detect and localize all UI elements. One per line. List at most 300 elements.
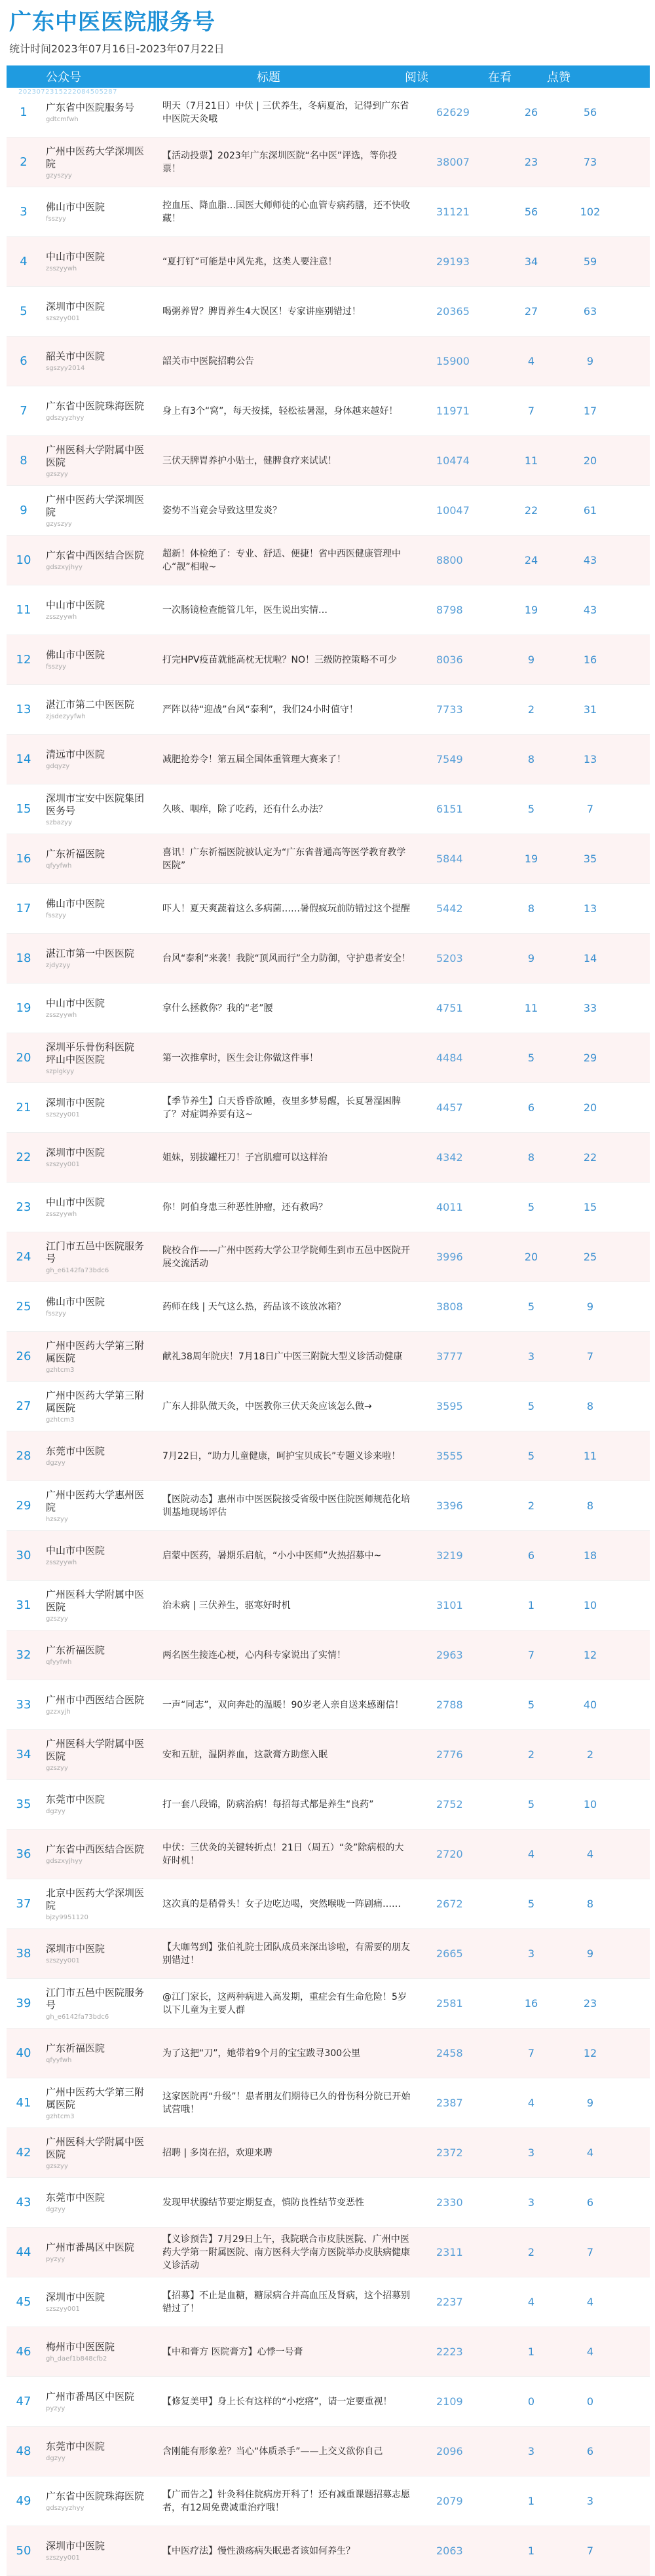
watching-count: 5 — [527, 803, 535, 815]
account-name[interactable]: 江门市五邑中医院服务号 — [46, 1240, 145, 1264]
read-count: 4751 — [436, 1002, 463, 1014]
account-name[interactable]: 深圳市宝安中医院集团医务号 — [46, 792, 145, 817]
account-name[interactable]: 广东祈福医院 — [46, 1644, 105, 1656]
account-name[interactable]: 佛山市中医院 — [46, 1296, 105, 1308]
table-row[interactable] — [7, 486, 650, 536]
account-id: gh_daef1b848cfb2 — [46, 2355, 107, 2363]
table-row[interactable] — [7, 685, 650, 735]
account-name[interactable]: 深圳市中医院 — [46, 1943, 105, 1955]
watching-count: 56 — [524, 206, 538, 218]
article-title[interactable]: 控血压、降血脂…国医大师师徒的心血管专病药膳，还不快收藏！ — [162, 200, 410, 224]
article-title[interactable]: 喝粥养胃？脾胃养生4大误区！专家讲座别错过！ — [162, 306, 361, 317]
table-row[interactable] — [7, 1183, 650, 1232]
table-row[interactable] — [7, 2029, 650, 2078]
like-count: 59 — [583, 255, 597, 268]
table-row[interactable] — [7, 1730, 650, 1780]
article-title[interactable]: 启蒙中医药，暑期乐启航，“小小中医师”火热招募中~ — [162, 1550, 382, 1561]
account-id: fsszyy — [46, 1310, 67, 1317]
account-cell — [41, 1794, 144, 1815]
account-id: qfyyfwh — [46, 2057, 72, 2064]
account-id: gdszyyzhyy — [46, 414, 84, 422]
watching-count: 26 — [524, 106, 538, 119]
watching-count: 5 — [527, 1450, 535, 1462]
article-title[interactable]: 【招募】不止是血糖，糖尿病合并高血压及肾病，这个招募别错过了！ — [162, 2290, 410, 2314]
account-name[interactable]: 深圳市中医院 — [46, 2291, 105, 2303]
account-cell — [41, 898, 144, 919]
like-count: 6 — [586, 2445, 594, 2457]
account-name[interactable]: 东莞市中医院 — [46, 1794, 105, 1805]
account-name[interactable]: 广东省中医院珠海医院 — [46, 2490, 145, 2502]
account-name[interactable]: 韶关市中医院 — [46, 350, 105, 362]
account-id: szszyy001 — [46, 1957, 80, 1964]
account-name[interactable]: 广东省中医院珠海医院 — [46, 400, 145, 412]
read-count: 2387 — [436, 2097, 463, 2109]
account-cell — [41, 1389, 144, 1424]
account-id: zsszyywh — [46, 1559, 77, 1566]
article-title[interactable]: 身上有3个“窝”，每天按揉，轻松祛暑湿，身体越来越好！ — [162, 405, 398, 416]
like-count: 10 — [583, 1599, 597, 1611]
article-title[interactable]: 【大咖驾到】张伯礼院士团队成员来深出诊啦，有需要的朋友别错过！ — [162, 1941, 410, 1966]
article-title[interactable]: 第一次推拿时，医生会让你做这件事！ — [162, 1052, 318, 1063]
rank-number: 21 — [16, 1101, 31, 1114]
read-count: 5442 — [436, 902, 463, 915]
article-title[interactable]: 这次真的是稍骨头！女子边吃边喝，突然喉咙一阵剧痛…… — [162, 1898, 401, 1909]
account-cell — [41, 1445, 144, 1467]
article-title[interactable]: 严阵以待“迎战”台风“泰利”，我们24小时值守！ — [162, 704, 358, 715]
table-row[interactable] — [7, 635, 650, 685]
article-title[interactable]: 含刚能有形象差？当心“体质杀手”——上交义欲你自己 — [162, 2446, 383, 2457]
like-count: 61 — [583, 504, 597, 517]
article-title[interactable]: 广东人排队做天灸，中医教你三伏天灸应该怎么做→ — [162, 1401, 372, 1412]
account-name[interactable]: 深圳市中医院 — [46, 1147, 105, 1158]
read-count: 10047 — [436, 504, 470, 517]
account-name[interactable]: 广州中医药大学深圳医院 — [46, 493, 145, 518]
read-count: 5844 — [436, 853, 463, 865]
table-row[interactable] — [7, 337, 650, 386]
watching-count: 9 — [527, 653, 535, 666]
table-row[interactable] — [7, 1830, 650, 1879]
article-title[interactable]: 超新！体检绝了：专业、舒适、便捷！省中西医健康管理中心“靓”相啦~ — [162, 548, 401, 572]
account-name[interactable]: 东莞市中医院 — [46, 1445, 105, 1457]
like-count: 63 — [583, 305, 597, 318]
rank-number: 3 — [20, 205, 28, 219]
table-row[interactable] — [7, 2128, 650, 2178]
table-row[interactable] — [7, 884, 650, 934]
table-row[interactable] — [7, 1929, 650, 1979]
account-cell — [41, 1097, 144, 1118]
watching-count: 24 — [524, 554, 538, 566]
like-count: 12 — [583, 2047, 597, 2059]
read-count: 2237 — [436, 2296, 463, 2308]
article-title[interactable]: 发现甲状腺结节要定期复查，慎防良性结节变恶性 — [162, 2197, 364, 2208]
read-count: 2752 — [436, 1798, 463, 1811]
account-name[interactable]: 广州中医药大学第三附属医院 — [46, 1339, 145, 1364]
watching-count: 9 — [527, 952, 535, 965]
account-name[interactable]: 梅州市中医医院 — [46, 2341, 115, 2353]
like-count: 25 — [583, 1251, 597, 1263]
account-name[interactable]: 佛山市中医院 — [46, 898, 105, 910]
watching-count: 20 — [524, 1251, 538, 1263]
table-row[interactable] — [7, 1680, 650, 1730]
account-cell — [41, 599, 144, 621]
table-row[interactable] — [7, 436, 650, 486]
account-id: zjdyzyy — [46, 962, 71, 969]
article-title[interactable]: 中伏：三伏灸的关键转折点！21日（周五）“灸”除病根的大好时机！ — [162, 1842, 404, 1866]
table-row[interactable] — [7, 585, 650, 635]
rank-number: 6 — [20, 354, 28, 368]
article-title[interactable]: 【季节养生】白天昏昏欲睡，夜里多梦易醒，长夏暑湿困脾了？对症调养要有这~ — [162, 1095, 401, 1120]
table-row[interactable] — [7, 237, 650, 287]
account-name[interactable]: 广州医科大学附属中医医院 — [46, 1588, 145, 1613]
watching-count: 4 — [527, 355, 535, 367]
account-name[interactable]: 东莞市中医院 — [46, 2192, 105, 2203]
watching-count: 3 — [527, 1947, 535, 1960]
table-row[interactable] — [7, 2476, 650, 2526]
table-row[interactable] — [7, 1879, 650, 1929]
rank-number: 15 — [16, 802, 31, 816]
account-id: gzszyy — [46, 1615, 68, 1623]
account-cell — [41, 2042, 144, 2064]
read-count: 8800 — [436, 554, 463, 566]
article-title[interactable]: 药师在线 | 天气这么热，药品该不该放冰箱？ — [162, 1301, 346, 1312]
account-id: zsszyywh — [46, 265, 77, 272]
watching-count: 5 — [527, 1400, 535, 1412]
table-row[interactable] — [7, 984, 650, 1033]
read-count: 4484 — [436, 1052, 463, 1064]
watching-count: 4 — [527, 1848, 535, 1860]
like-count: 9 — [586, 2097, 594, 2109]
watching-count: 5 — [527, 1699, 535, 1711]
article-title[interactable]: 【修复美甲】身上长有这样的“小疙瘩”，请一定要重视！ — [162, 2396, 392, 2407]
watching-count: 19 — [524, 604, 538, 616]
account-cell — [41, 2086, 144, 2120]
account-id: gdszyyzhyy — [46, 2505, 84, 2512]
watching-count: 6 — [527, 1549, 535, 1562]
table-row[interactable] — [7, 1232, 650, 1282]
account-name[interactable]: 湛江市第一中医医院 — [46, 948, 135, 959]
rank-number: 8 — [20, 454, 28, 468]
article-title[interactable]: 这家医院再“升级”！患者朋友们期待已久的骨伤科分院已开始试营哦！ — [162, 2091, 411, 2115]
watching-count: 19 — [524, 853, 538, 865]
account-cell — [41, 301, 144, 322]
account-name[interactable]: 广州中医药大学第三附属医院 — [46, 1389, 145, 1414]
account-id: szszyy001 — [46, 2306, 80, 2313]
table-row[interactable] — [7, 1581, 650, 1630]
header-read: 阅读 — [405, 71, 428, 84]
table-row[interactable] — [7, 834, 650, 884]
account-name[interactable]: 广州市番禺区中医院 — [46, 2391, 135, 2402]
account-name[interactable]: 广州医科大学附属中医医院 — [46, 2135, 145, 2160]
account-id: gzyszyy — [46, 520, 72, 528]
header-title: 标题 — [257, 71, 280, 84]
article-title[interactable]: 7月22日，“助力儿童健康，呵护宝贝成长”专题义诊来啦！ — [162, 1450, 401, 1462]
article-title[interactable]: 院校合作——广州中医药大学公卫学院师生到市五邑中医院开展交流活动 — [162, 1245, 410, 1269]
table-header — [7, 65, 650, 96]
account-name[interactable]: 湛江市第二中医医院 — [46, 699, 135, 710]
table-row[interactable] — [7, 138, 650, 187]
account-name[interactable]: 北京中医药大学深圳医院 — [46, 1886, 145, 1911]
account-name[interactable]: 佛山市中医院 — [46, 649, 105, 661]
rank-number: 17 — [16, 902, 31, 915]
account-id: pyzyy — [46, 2405, 66, 2412]
account-name[interactable]: 中山市中医院 — [46, 997, 105, 1009]
account-name[interactable]: 广东省中医院服务号 — [46, 101, 135, 113]
account-cell — [41, 1340, 144, 1374]
account-name[interactable]: 广州医科大学附属中医医院 — [46, 1737, 145, 1762]
watching-count: 7 — [527, 405, 535, 417]
article-title[interactable]: 【义诊预告】7月29日上午，我院联合市皮肤医院、广州中医药大学第一附属医院、南方医科大学南方医院举办皮肤病健康义诊活动 — [162, 2234, 410, 2271]
account-id: zsszyywh — [46, 1012, 77, 1019]
account-name[interactable]: 广州中医药大学深圳医院 — [46, 145, 145, 170]
article-title[interactable]: 台风“泰利”来袭！我院“顶风而行”全力防御，守护患者安全！ — [162, 953, 411, 964]
rank-number: 50 — [16, 2544, 31, 2558]
like-count: 35 — [583, 853, 597, 865]
like-count: 33 — [583, 1002, 597, 1014]
read-count: 3101 — [436, 1599, 463, 1611]
article-title[interactable]: 为了这把“刀”，她带着9个月的宝宝跋寻300公里 — [162, 2048, 361, 2059]
read-count: 2330 — [436, 2196, 463, 2209]
article-title[interactable]: 姐妹，别拔罐枉刀！子宫肌瘤可以这样治 — [162, 1152, 328, 1163]
table-row[interactable] — [7, 1531, 650, 1581]
read-count: 3996 — [436, 1251, 463, 1263]
account-name[interactable]: 中山市中医院 — [46, 251, 105, 263]
watching-count: 3 — [527, 2146, 535, 2159]
account-name[interactable]: 广州市番禺区中医院 — [46, 2241, 135, 2253]
account-cell — [41, 1240, 144, 1274]
article-title[interactable]: 你！阿伯身患三种恶性肿瘤，还有救吗？ — [162, 1202, 328, 1213]
read-count: 3777 — [436, 1350, 463, 1363]
read-count: 4457 — [436, 1101, 463, 1114]
like-count: 10 — [583, 1798, 597, 1811]
article-title[interactable]: 献礼38周年院庆！7月18日广中医三附院大型义诊活动健康 — [162, 1351, 403, 1362]
account-name[interactable]: 深圳市中医院 — [46, 1097, 105, 1109]
account-id: gdqyzy — [46, 763, 70, 770]
article-title[interactable]: @江门家长，这两种病进入高发期，重症会有生命危险！5岁以下儿童为主要人群 — [162, 1991, 407, 2015]
article-title[interactable]: 三伏天脾胃养护小贴士，健脾食疗来试试！ — [162, 455, 337, 466]
account-cell — [41, 792, 144, 826]
account-cell — [41, 1296, 144, 1317]
article-title[interactable]: 拿什么拯救你？我的“老”腰 — [162, 1003, 273, 1014]
account-cell — [41, 948, 144, 969]
rank-number: 43 — [16, 2196, 31, 2209]
article-title[interactable]: “夏打钉”可能是中风先兆，这类人要注意！ — [162, 256, 337, 267]
account-cell — [41, 2136, 144, 2170]
table-row[interactable] — [7, 1332, 650, 1382]
rank-number: 22 — [16, 1150, 31, 1164]
like-count: 7 — [586, 2545, 594, 2557]
rank-number: 4 — [20, 255, 28, 268]
read-count: 11971 — [436, 405, 470, 417]
account-cell — [41, 2341, 144, 2363]
rank-number: 42 — [16, 2146, 31, 2160]
article-title[interactable]: 一次肠镜检查能管几年，医生说出实情… — [162, 604, 328, 616]
account-cell — [41, 2540, 144, 2562]
watching-count: 1 — [527, 1599, 535, 1611]
account-name[interactable]: 深圳市中医院 — [46, 2540, 105, 2552]
watching-count: 1 — [527, 2495, 535, 2507]
rank-number: 7 — [20, 404, 28, 418]
rank-number: 26 — [16, 1350, 31, 1363]
read-count: 2223 — [436, 2346, 463, 2358]
rank-number: 34 — [16, 1748, 31, 1761]
account-cell — [41, 1489, 144, 1523]
watching-count: 5 — [527, 1798, 535, 1811]
read-count: 3808 — [436, 1300, 463, 1313]
table-row[interactable] — [7, 1133, 650, 1183]
account-name[interactable]: 深圳市中医院 — [46, 301, 105, 312]
article-title[interactable]: 【广而告之】针灸科住院病房开科了！还有减重课题招募志愿者，有12周免费减重治疗哦！ — [162, 2489, 410, 2513]
table-row[interactable] — [7, 1780, 650, 1830]
table-row[interactable] — [7, 1431, 650, 1481]
article-title[interactable]: 两名医生接连心梗，心内科专家说出了实情！ — [162, 1649, 346, 1661]
account-name[interactable]: 中山市中医院 — [46, 1545, 105, 1556]
article-title[interactable]: 【中和膏方 医院膏方】心悸一号膏 — [162, 2346, 303, 2357]
account-name[interactable]: 深圳平乐骨伤科医院 坪山中医医院 — [46, 1040, 135, 1065]
account-cell — [41, 2440, 144, 2462]
account-id: gh_e6142fa73bdc6 — [46, 1266, 109, 1274]
table-row[interactable] — [7, 2327, 650, 2377]
account-id: gdtcmfwh — [46, 116, 79, 123]
table-row[interactable] — [7, 1481, 650, 1531]
account-id: szszyy001 — [46, 315, 80, 322]
account-id: zsszyywh — [46, 614, 77, 621]
article-title[interactable]: 明天（7月21日）中伏 | 三伏养生，冬病夏治，记得到广东省中医院天灸哦 — [162, 100, 409, 124]
table-row[interactable] — [7, 2078, 650, 2128]
article-title[interactable]: 喜讯！广东祈福医院被认定为“广东省普通高等医学教育教学医院” — [162, 847, 406, 871]
like-count: 17 — [583, 405, 597, 417]
account-id: gzhtcm3 — [46, 2112, 75, 2120]
watching-count: 8 — [527, 902, 535, 915]
account-cell — [41, 145, 144, 179]
table-row[interactable] — [7, 1083, 650, 1133]
account-id: dgzyy — [46, 2206, 66, 2213]
account-name[interactable]: 广东祈福医院 — [46, 2042, 105, 2054]
table-row[interactable] — [7, 1979, 650, 2029]
account-id: zsszyywh — [46, 1211, 77, 1218]
article-title[interactable]: 一声“同志”，双向奔赴的温暖！90岁老人亲自送来感谢信！ — [162, 1699, 404, 1710]
table-row[interactable] — [7, 2228, 650, 2277]
account-id: hzszyy — [46, 1515, 68, 1523]
watching-count: 8 — [527, 753, 535, 765]
table-row[interactable] — [7, 735, 650, 784]
watching-count: 5 — [527, 1052, 535, 1064]
account-cell — [41, 1041, 144, 1075]
table-row[interactable] — [7, 386, 650, 436]
account-cell — [41, 549, 144, 571]
rank-number: 29 — [16, 1499, 31, 1513]
read-count: 7549 — [436, 753, 463, 765]
table-row[interactable] — [7, 784, 650, 834]
rank-number: 31 — [16, 1598, 31, 1612]
account-name[interactable]: 中山市中医院 — [46, 1196, 105, 1208]
table-row[interactable] — [7, 2526, 650, 2576]
account-name[interactable]: 广东省中西医结合医院 — [46, 549, 145, 561]
like-count: 43 — [583, 554, 597, 566]
account-id: szszyy001 — [46, 2554, 80, 2562]
header-like: 点赞 — [547, 71, 571, 84]
article-title[interactable]: 治未病 | 三伏养生，驱寒好时机 — [162, 1600, 291, 1611]
article-title[interactable]: 吓人！夏天爽蔬着这么多病菌……暑假疯玩前防错过这个提醒 — [162, 903, 410, 914]
table-row[interactable] — [7, 2427, 650, 2476]
read-count: 38007 — [436, 156, 470, 168]
account-cell — [41, 1943, 144, 1964]
account-id: gzyszyy — [46, 172, 72, 179]
account-cell — [41, 101, 144, 123]
account-name[interactable]: 江门市五邑中医院服务号 — [46, 1986, 145, 2011]
account-name[interactable]: 广州医科大学附属中医医院 — [46, 443, 145, 468]
table-row[interactable] — [7, 934, 650, 984]
account-name[interactable]: 广东祈福医院 — [46, 848, 105, 860]
table-row[interactable] — [7, 2377, 650, 2427]
table-body — [7, 88, 650, 2576]
account-id: gzszyy — [46, 2162, 68, 2170]
account-cell — [41, 848, 144, 870]
like-count: 9 — [586, 1947, 594, 1960]
watching-count: 16 — [524, 1997, 538, 2010]
watching-count: 11 — [524, 1002, 538, 1014]
like-count: 12 — [583, 1649, 597, 1661]
account-name[interactable]: 广州中医药大学惠州医院 — [46, 1488, 145, 1513]
article-title[interactable]: 【医院动态】惠州市中医医院接受省级中医住院医师规范化培训基地现场评估 — [162, 1494, 410, 1518]
table-row[interactable] — [7, 536, 650, 585]
table-row[interactable] — [7, 1630, 650, 1680]
watching-count: 5 — [527, 1300, 535, 1313]
table-row[interactable] — [7, 1282, 650, 1332]
account-name[interactable]: 清远市中医院 — [46, 748, 105, 760]
table-row[interactable] — [7, 2277, 650, 2327]
account-id: zjsdezyyfwh — [46, 713, 86, 720]
account-id: gzzxyjh — [46, 1708, 71, 1716]
account-name[interactable]: 东莞市中医院 — [46, 2440, 105, 2452]
article-title[interactable]: 姿势不当竟会导致这里发炎？ — [162, 505, 282, 516]
account-id: fsszyy — [46, 215, 67, 223]
article-title[interactable]: 招聘 | 多岗在招，欢迎来聘 — [162, 2147, 272, 2158]
account-cell — [41, 1738, 144, 1772]
table-row[interactable] — [7, 1382, 650, 1431]
watching-count: 2 — [527, 2246, 535, 2258]
rank-number: 2 — [20, 155, 28, 169]
table-row[interactable] — [7, 2178, 650, 2228]
article-title[interactable]: 韶关市中医院招聘公告 — [162, 356, 254, 367]
read-count: 2665 — [436, 1947, 463, 1960]
account-name[interactable]: 中山市中医院 — [46, 599, 105, 611]
account-name[interactable]: 佛山市中医院 — [46, 201, 105, 213]
account-cell — [41, 251, 144, 272]
account-id: dgzyy — [46, 1808, 66, 1815]
table-row[interactable] — [7, 1033, 650, 1083]
account-name[interactable]: 广东省中西医结合医院 — [46, 1843, 145, 1855]
account-name[interactable]: 广州市中西医结合医院 — [46, 1694, 145, 1706]
read-count: 2963 — [436, 1649, 463, 1661]
account-name[interactable]: 广州中医药大学第三附属医院 — [46, 2086, 145, 2110]
article-title[interactable]: 减肥抢券令！第五届全国体重管理大赛来了！ — [162, 754, 346, 765]
article-title[interactable]: 久咳、咽痒，除了吃药，还有什么办法？ — [162, 803, 328, 815]
article-title[interactable]: 打一套八段锦，防病治病！每招每式都是养生“良药” — [162, 1799, 374, 1810]
watching-count: 3 — [527, 1350, 535, 1363]
article-title[interactable]: 【活动投票】2023年广东深圳医院“名中医”评选，等你投票！ — [162, 150, 398, 174]
like-count: 73 — [583, 156, 597, 168]
read-count: 7733 — [436, 703, 463, 716]
read-count: 2096 — [436, 2445, 463, 2457]
rank-number: 30 — [16, 1549, 31, 1562]
article-title[interactable]: 安和五脏，温阴养血，这款膏方助您入眠 — [162, 1749, 328, 1760]
article-title[interactable]: 打完HPV疫苗就能高枕无忧啦？NO！三级防控策略不可少 — [162, 654, 398, 665]
header-account: 公众号 — [46, 71, 81, 84]
table-row[interactable] — [7, 187, 650, 237]
table-row[interactable] — [7, 287, 650, 337]
article-title[interactable]: 【中医疗法】慢性溃疡病失眠患者该如何养生？ — [162, 2545, 355, 2556]
like-count: 4 — [586, 1848, 594, 1860]
